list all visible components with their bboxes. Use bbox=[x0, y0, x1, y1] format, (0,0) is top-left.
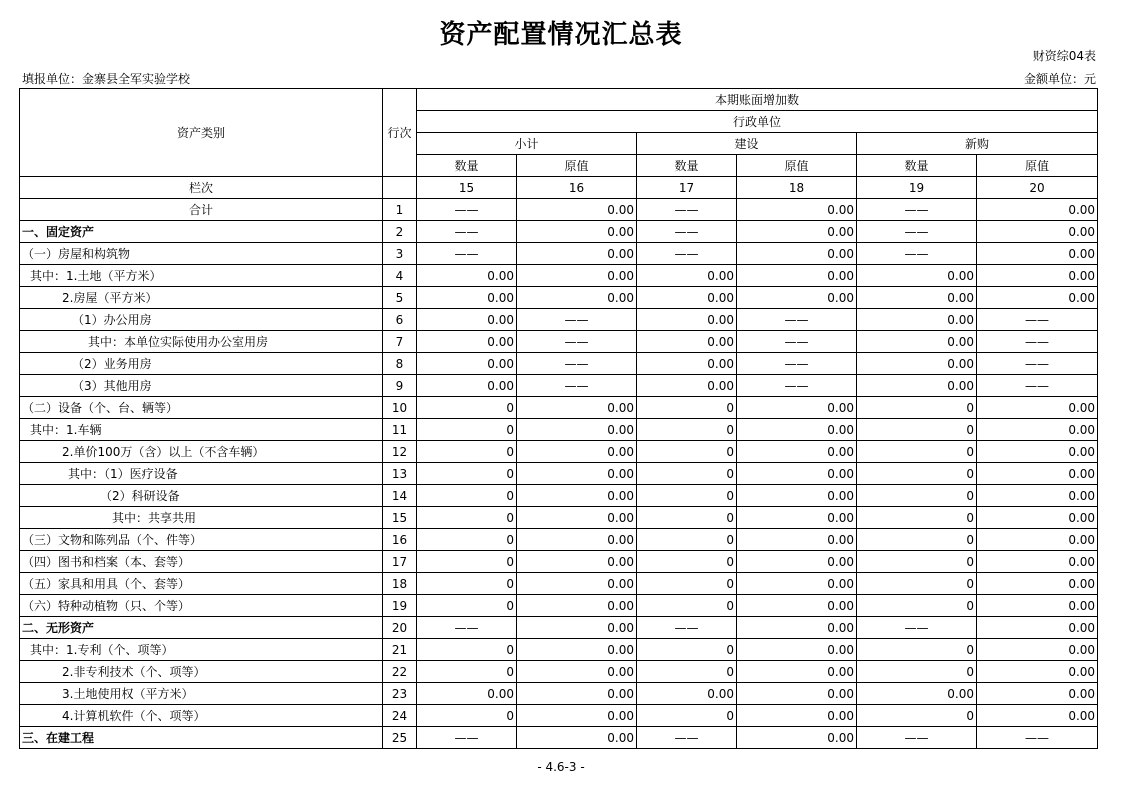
value-cell: 0.00 bbox=[977, 683, 1098, 705]
row-label: （2）科研设备 bbox=[20, 485, 383, 507]
row-label: 合计 bbox=[20, 199, 383, 221]
value-cell: 0.00 bbox=[977, 287, 1098, 309]
row-label: 2.房屋（平方米） bbox=[20, 287, 383, 309]
value-cell: —— bbox=[977, 353, 1098, 375]
asset-summary-table bbox=[19, 88, 1098, 749]
value-cell: 0.00 bbox=[737, 705, 857, 727]
table-row bbox=[20, 705, 1098, 727]
table-row bbox=[20, 397, 1098, 419]
value-cell: —— bbox=[977, 375, 1098, 397]
header-original-value: 原值 bbox=[977, 155, 1098, 177]
value-cell: —— bbox=[737, 353, 857, 375]
value-cell: 0 bbox=[857, 529, 977, 551]
column-number: 18 bbox=[737, 177, 857, 199]
column-number: 19 bbox=[857, 177, 977, 199]
row-number: 3 bbox=[383, 243, 417, 265]
table-row bbox=[20, 331, 1098, 353]
value-cell: 0.00 bbox=[417, 331, 517, 353]
value-cell: 0.00 bbox=[737, 595, 857, 617]
value-cell: 0 bbox=[857, 551, 977, 573]
row-label: 2.单价100万（含）以上（不含车辆） bbox=[20, 441, 383, 463]
value-cell: 0 bbox=[417, 419, 517, 441]
table-row bbox=[20, 221, 1098, 243]
header-original-value: 原值 bbox=[737, 155, 857, 177]
table-row bbox=[20, 507, 1098, 529]
row-number: 15 bbox=[383, 507, 417, 529]
value-cell: 0.00 bbox=[637, 375, 737, 397]
row-number: 13 bbox=[383, 463, 417, 485]
value-cell: 0.00 bbox=[517, 595, 637, 617]
header-quantity: 数量 bbox=[417, 155, 517, 177]
row-number: 1 bbox=[383, 199, 417, 221]
value-cell: —— bbox=[977, 309, 1098, 331]
header-original-value: 原值 bbox=[517, 155, 637, 177]
table-row bbox=[20, 595, 1098, 617]
value-cell: 0 bbox=[417, 485, 517, 507]
value-cell: —— bbox=[977, 331, 1098, 353]
value-cell: 0 bbox=[637, 529, 737, 551]
value-cell: —— bbox=[517, 353, 637, 375]
value-cell: 0.00 bbox=[977, 397, 1098, 419]
value-cell: —— bbox=[517, 331, 637, 353]
table-row bbox=[20, 463, 1098, 485]
value-cell: 0 bbox=[857, 485, 977, 507]
value-cell: 0 bbox=[857, 419, 977, 441]
value-cell: 0 bbox=[857, 661, 977, 683]
table-row bbox=[20, 617, 1098, 639]
value-cell: 0.00 bbox=[517, 441, 637, 463]
value-cell: 0.00 bbox=[977, 221, 1098, 243]
value-cell: 0.00 bbox=[977, 463, 1098, 485]
value-cell: 0.00 bbox=[517, 617, 637, 639]
value-cell: 0.00 bbox=[517, 221, 637, 243]
row-label: 其中：（1）医疗设备 bbox=[20, 463, 383, 485]
value-cell: 0.00 bbox=[637, 309, 737, 331]
value-cell: 0 bbox=[637, 551, 737, 573]
value-cell: 0.00 bbox=[737, 507, 857, 529]
value-cell: 0 bbox=[637, 485, 737, 507]
value-cell: 0.00 bbox=[517, 507, 637, 529]
row-number: 9 bbox=[383, 375, 417, 397]
row-label: （1）办公用房 bbox=[20, 309, 383, 331]
row-number: 5 bbox=[383, 287, 417, 309]
value-cell: 0.00 bbox=[737, 727, 857, 749]
value-cell: 0 bbox=[417, 595, 517, 617]
reporting-unit: 填报单位：金寨县全军实验学校 bbox=[22, 72, 191, 86]
value-cell: 0.00 bbox=[977, 529, 1098, 551]
row-label: 二、无形资产 bbox=[20, 617, 383, 639]
value-cell: 0 bbox=[857, 705, 977, 727]
value-cell: 0 bbox=[417, 397, 517, 419]
header-period-increase: 本期账面增加数 bbox=[417, 89, 1098, 111]
table-row bbox=[20, 375, 1098, 397]
header-row-no: 行次 bbox=[383, 89, 417, 177]
value-cell: 0.00 bbox=[737, 617, 857, 639]
value-cell: 0.00 bbox=[517, 551, 637, 573]
row-label: 其中：共享共用 bbox=[20, 507, 383, 529]
value-cell: 0.00 bbox=[977, 199, 1098, 221]
value-cell: 0.00 bbox=[977, 617, 1098, 639]
row-number: 21 bbox=[383, 639, 417, 661]
row-number: 7 bbox=[383, 331, 417, 353]
value-cell: 0 bbox=[637, 573, 737, 595]
table-row bbox=[20, 199, 1098, 221]
value-cell: —— bbox=[857, 617, 977, 639]
value-cell: 0.00 bbox=[977, 441, 1098, 463]
form-code: 财资综04表 bbox=[1032, 49, 1096, 63]
table-row bbox=[20, 243, 1098, 265]
value-cell: 0.00 bbox=[517, 639, 637, 661]
value-cell: 0.00 bbox=[737, 243, 857, 265]
table-row bbox=[20, 441, 1098, 463]
value-cell: 0.00 bbox=[517, 243, 637, 265]
row-number: 22 bbox=[383, 661, 417, 683]
value-cell: 0.00 bbox=[857, 287, 977, 309]
value-cell: 0.00 bbox=[977, 639, 1098, 661]
value-cell: 0.00 bbox=[637, 353, 737, 375]
value-cell: 0.00 bbox=[857, 309, 977, 331]
value-cell: 0.00 bbox=[857, 265, 977, 287]
table-row bbox=[20, 353, 1098, 375]
table-row bbox=[20, 727, 1098, 749]
value-cell: 0.00 bbox=[517, 287, 637, 309]
value-cell: 0.00 bbox=[517, 529, 637, 551]
value-cell: 0.00 bbox=[737, 287, 857, 309]
row-label: 2.非专利技术（个、项等） bbox=[20, 661, 383, 683]
value-cell: —— bbox=[417, 727, 517, 749]
value-cell: 0.00 bbox=[977, 507, 1098, 529]
row-number: 14 bbox=[383, 485, 417, 507]
value-cell: 0.00 bbox=[737, 529, 857, 551]
value-cell: —— bbox=[857, 243, 977, 265]
row-label: （一）房屋和构筑物 bbox=[20, 243, 383, 265]
row-label: 其中：1.土地（平方米） bbox=[20, 265, 383, 287]
header-subtotal: 小计 bbox=[417, 133, 637, 155]
value-cell: 0 bbox=[857, 507, 977, 529]
value-cell: —— bbox=[637, 617, 737, 639]
table-row bbox=[20, 485, 1098, 507]
row-number: 6 bbox=[383, 309, 417, 331]
value-cell: 0.00 bbox=[857, 375, 977, 397]
row-label: 4.计算机软件（个、项等） bbox=[20, 705, 383, 727]
value-cell: 0 bbox=[637, 441, 737, 463]
header-admin-unit: 行政单位 bbox=[417, 111, 1098, 133]
value-cell: 0.00 bbox=[637, 287, 737, 309]
row-label: 其中：1.车辆 bbox=[20, 419, 383, 441]
value-cell: 0 bbox=[417, 463, 517, 485]
value-cell: 0.00 bbox=[517, 705, 637, 727]
header-quantity: 数量 bbox=[637, 155, 737, 177]
value-cell: —— bbox=[637, 199, 737, 221]
header-quantity: 数量 bbox=[857, 155, 977, 177]
value-cell: 0 bbox=[417, 551, 517, 573]
row-label: 三、在建工程 bbox=[20, 727, 383, 749]
value-cell: 0.00 bbox=[517, 573, 637, 595]
row-label: 3.土地使用权（平方米） bbox=[20, 683, 383, 705]
row-number: 2 bbox=[383, 221, 417, 243]
value-cell: —— bbox=[637, 727, 737, 749]
value-cell: 0 bbox=[637, 463, 737, 485]
value-cell: 0 bbox=[637, 397, 737, 419]
row-number: 25 bbox=[383, 727, 417, 749]
row-label: （3）其他用房 bbox=[20, 375, 383, 397]
value-cell: 0 bbox=[417, 705, 517, 727]
value-cell: 0.00 bbox=[977, 265, 1098, 287]
value-cell: 0 bbox=[857, 463, 977, 485]
row-number: 24 bbox=[383, 705, 417, 727]
value-cell: 0.00 bbox=[857, 331, 977, 353]
value-cell: 0.00 bbox=[737, 661, 857, 683]
value-cell: —— bbox=[737, 375, 857, 397]
value-cell: 0.00 bbox=[517, 265, 637, 287]
header-construction: 建设 bbox=[637, 133, 857, 155]
value-cell: 0.00 bbox=[737, 485, 857, 507]
column-number: 16 bbox=[517, 177, 637, 199]
row-label: （二）设备（个、台、辆等） bbox=[20, 397, 383, 419]
row-label: 其中：1.专利（个、项等） bbox=[20, 639, 383, 661]
value-cell: —— bbox=[857, 727, 977, 749]
row-label: （三）文物和陈列品（个、件等） bbox=[20, 529, 383, 551]
value-cell: —— bbox=[857, 199, 977, 221]
table-row bbox=[20, 639, 1098, 661]
value-cell: —— bbox=[737, 309, 857, 331]
value-cell: 0 bbox=[637, 507, 737, 529]
value-cell: 0.00 bbox=[737, 639, 857, 661]
value-cell: 0.00 bbox=[637, 265, 737, 287]
value-cell: 0.00 bbox=[737, 551, 857, 573]
value-cell: 0.00 bbox=[977, 419, 1098, 441]
value-cell: 0 bbox=[857, 573, 977, 595]
value-cell: 0.00 bbox=[737, 683, 857, 705]
value-cell: 0 bbox=[417, 661, 517, 683]
value-cell: 0.00 bbox=[517, 419, 637, 441]
row-number: 10 bbox=[383, 397, 417, 419]
header-asset-category: 资产类别 bbox=[20, 89, 383, 177]
row-label: （2）业务用房 bbox=[20, 353, 383, 375]
value-cell: 0.00 bbox=[737, 199, 857, 221]
value-cell: 0.00 bbox=[737, 265, 857, 287]
row-number: 16 bbox=[383, 529, 417, 551]
value-cell: —— bbox=[637, 221, 737, 243]
value-cell: 0.00 bbox=[977, 485, 1098, 507]
value-cell: 0.00 bbox=[977, 705, 1098, 727]
value-cell: 0 bbox=[857, 595, 977, 617]
value-cell: 0.00 bbox=[417, 683, 517, 705]
column-number: 17 bbox=[637, 177, 737, 199]
table-row bbox=[20, 529, 1098, 551]
row-number: 17 bbox=[383, 551, 417, 573]
value-cell: 0.00 bbox=[417, 265, 517, 287]
value-cell: —— bbox=[417, 221, 517, 243]
row-label: （五）家具和用具（个、套等） bbox=[20, 573, 383, 595]
row-label: 其中：本单位实际使用办公室用房 bbox=[20, 331, 383, 353]
currency-unit: 金额单位：元 bbox=[1023, 72, 1096, 86]
value-cell: 0.00 bbox=[517, 463, 637, 485]
header-column-no: 栏次 bbox=[20, 177, 383, 199]
page-title: 资产配置情况汇总表 bbox=[439, 20, 683, 50]
header-column-no-blank bbox=[383, 177, 417, 199]
value-cell: 0 bbox=[637, 595, 737, 617]
row-label: （六）特种动植物（只、个等） bbox=[20, 595, 383, 617]
value-cell: 0.00 bbox=[977, 551, 1098, 573]
value-cell: 0.00 bbox=[977, 595, 1098, 617]
value-cell: 0.00 bbox=[517, 727, 637, 749]
value-cell: 0.00 bbox=[857, 353, 977, 375]
value-cell: —— bbox=[737, 331, 857, 353]
value-cell: 0 bbox=[857, 441, 977, 463]
value-cell: 0 bbox=[417, 529, 517, 551]
row-number: 12 bbox=[383, 441, 417, 463]
value-cell: 0.00 bbox=[977, 243, 1098, 265]
value-cell: 0.00 bbox=[737, 573, 857, 595]
value-cell: 0.00 bbox=[417, 353, 517, 375]
value-cell: 0.00 bbox=[637, 331, 737, 353]
value-cell: 0.00 bbox=[517, 397, 637, 419]
value-cell: 0.00 bbox=[737, 221, 857, 243]
value-cell: 0 bbox=[637, 639, 737, 661]
row-number: 19 bbox=[383, 595, 417, 617]
value-cell: 0 bbox=[637, 705, 737, 727]
row-number: 18 bbox=[383, 573, 417, 595]
table-row bbox=[20, 287, 1098, 309]
value-cell: 0.00 bbox=[417, 309, 517, 331]
table-row bbox=[20, 573, 1098, 595]
value-cell: 0 bbox=[417, 573, 517, 595]
row-number: 4 bbox=[383, 265, 417, 287]
value-cell: 0.00 bbox=[977, 573, 1098, 595]
value-cell: 0.00 bbox=[857, 683, 977, 705]
table-row bbox=[20, 661, 1098, 683]
value-cell: 0 bbox=[417, 507, 517, 529]
value-cell: 0 bbox=[417, 441, 517, 463]
value-cell: 0 bbox=[857, 397, 977, 419]
header-new-purchase: 新购 bbox=[857, 133, 1098, 155]
row-number: 11 bbox=[383, 419, 417, 441]
value-cell: 0 bbox=[637, 419, 737, 441]
value-cell: —— bbox=[517, 309, 637, 331]
value-cell: 0.00 bbox=[637, 683, 737, 705]
value-cell: —— bbox=[637, 243, 737, 265]
value-cell: 0.00 bbox=[417, 375, 517, 397]
table-row bbox=[20, 309, 1098, 331]
value-cell: 0.00 bbox=[737, 419, 857, 441]
value-cell: 0.00 bbox=[517, 199, 637, 221]
value-cell: —— bbox=[517, 375, 637, 397]
value-cell: 0.00 bbox=[517, 485, 637, 507]
value-cell: —— bbox=[977, 727, 1098, 749]
value-cell: 0 bbox=[417, 639, 517, 661]
value-cell: 0.00 bbox=[737, 463, 857, 485]
row-label: （四）图书和档案（本、套等） bbox=[20, 551, 383, 573]
value-cell: 0.00 bbox=[737, 441, 857, 463]
value-cell: —— bbox=[417, 199, 517, 221]
column-number: 20 bbox=[977, 177, 1098, 199]
table-row bbox=[20, 683, 1098, 705]
row-number: 20 bbox=[383, 617, 417, 639]
page-number: - 4.6-3 - bbox=[537, 760, 585, 774]
value-cell: 0.00 bbox=[977, 661, 1098, 683]
table-row bbox=[20, 551, 1098, 573]
value-cell: 0.00 bbox=[517, 683, 637, 705]
row-label: 一、固定资产 bbox=[20, 221, 383, 243]
value-cell: 0 bbox=[857, 639, 977, 661]
value-cell: 0.00 bbox=[417, 287, 517, 309]
value-cell: —— bbox=[417, 617, 517, 639]
row-number: 8 bbox=[383, 353, 417, 375]
value-cell: 0.00 bbox=[517, 661, 637, 683]
row-number: 23 bbox=[383, 683, 417, 705]
table-row bbox=[20, 419, 1098, 441]
column-number: 15 bbox=[417, 177, 517, 199]
value-cell: 0 bbox=[637, 661, 737, 683]
value-cell: —— bbox=[857, 221, 977, 243]
table-row bbox=[20, 265, 1098, 287]
value-cell: —— bbox=[417, 243, 517, 265]
value-cell: 0.00 bbox=[737, 397, 857, 419]
